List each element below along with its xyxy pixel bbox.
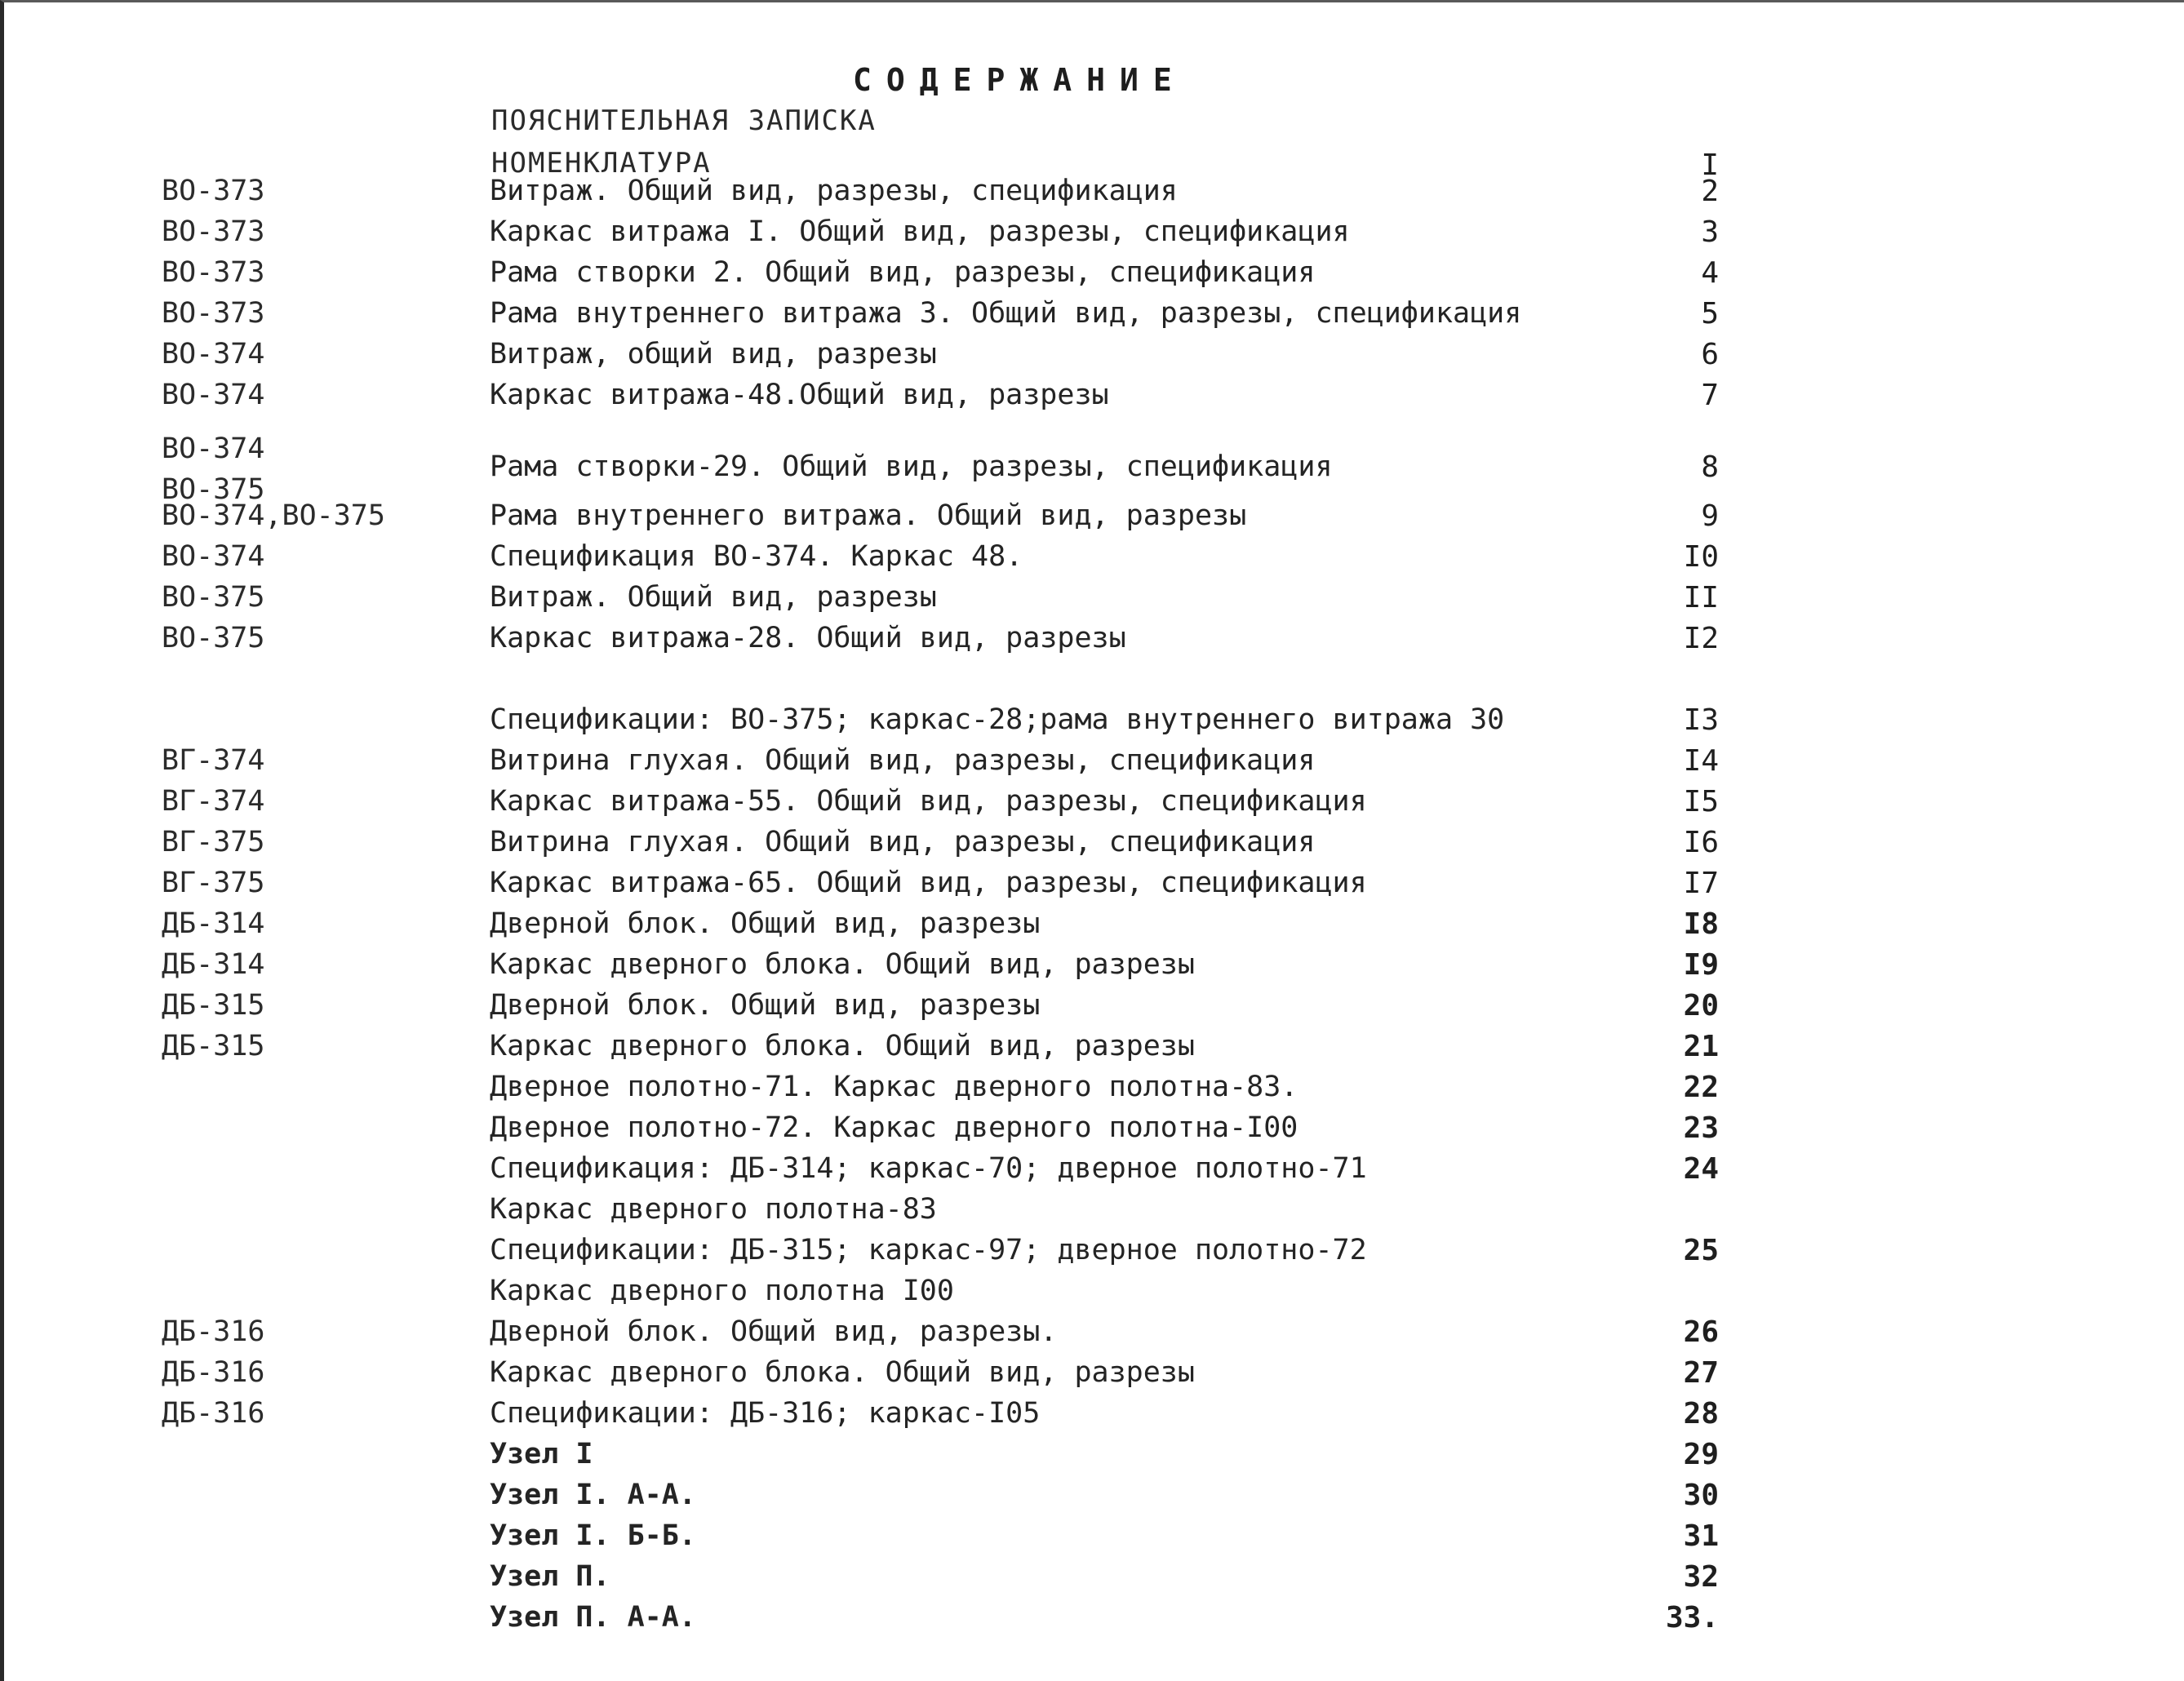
page-number: I6 bbox=[1683, 826, 1719, 859]
toc-row bbox=[0, 1315, 2184, 1356]
sheet-code: ДБ-316 bbox=[162, 1397, 265, 1430]
page-number: I9 bbox=[1683, 948, 1719, 982]
toc-row bbox=[0, 867, 2184, 907]
toc-row bbox=[0, 989, 2184, 1030]
toc-row bbox=[0, 1030, 2184, 1071]
sheet-code: ДБ-316 bbox=[162, 1356, 265, 1389]
entry-description: Спецификации: ДБ-315; каркас-97; дверное полотно-72 bbox=[490, 1234, 1367, 1266]
entry-description: Витрина глухая. Общий вид, разрезы, спецификация bbox=[490, 744, 1316, 777]
toc-row bbox=[0, 622, 2184, 663]
sheet-code: ВО-375 bbox=[162, 581, 265, 614]
page-number: 3 bbox=[1701, 215, 1719, 249]
entry-description: Узел I. А-А. bbox=[490, 1479, 696, 1511]
page-number: 27 bbox=[1683, 1356, 1719, 1390]
toc-row bbox=[0, 581, 2184, 622]
entry-description: Дверной блок. Общий вид, разрезы bbox=[490, 989, 1041, 1022]
page-number: 5 bbox=[1701, 297, 1719, 330]
entry-description: Витраж. Общий вид, разрезы bbox=[490, 581, 937, 614]
page-number: 24 bbox=[1683, 1152, 1719, 1186]
page-number: I bbox=[1701, 149, 1719, 182]
entry-description: Спецификации: ВО-375; каркас-28;рама внутреннего витража 30 bbox=[490, 703, 1505, 736]
sheet-code: ВО-373 bbox=[162, 175, 265, 207]
entry-description: Каркас витража-65. Общий вид, разрезы, спецификация bbox=[490, 867, 1367, 899]
sheet-code: ДБ-314 bbox=[162, 948, 265, 981]
entry-description: Каркас витража-48.Общий вид, разрезы bbox=[490, 379, 1109, 411]
page-number: 22 bbox=[1683, 1071, 1719, 1104]
page-number: 7 bbox=[1701, 379, 1719, 412]
entry-description: Спецификация ВО-374. Каркас 48. bbox=[490, 540, 1023, 573]
toc-row bbox=[0, 1111, 2184, 1152]
toc-row bbox=[0, 744, 2184, 785]
page-number: 26 bbox=[1683, 1315, 1719, 1349]
sheet-code: ВО-375 bbox=[162, 622, 265, 654]
page-number: 9 bbox=[1701, 499, 1719, 533]
toc-row bbox=[0, 175, 2184, 215]
entry-description: Узел П. bbox=[490, 1560, 610, 1593]
toc-row bbox=[0, 703, 2184, 744]
toc-row bbox=[0, 256, 2184, 297]
entry-description: Каркас дверного блока. Общий вид, разрезы bbox=[490, 948, 1195, 981]
entry-description: Дверное полотно-71. Каркас дверного полотна-83. bbox=[490, 1071, 1298, 1103]
entry-description: Витраж, общий вид, разрезы bbox=[490, 338, 937, 370]
entry-description: Рама створки-29. Общий вид, разрезы, спецификация bbox=[490, 450, 1333, 483]
entry-description-continued: Каркас дверного полотна-83 bbox=[490, 1193, 937, 1226]
toc-row bbox=[0, 1397, 2184, 1438]
toc-row bbox=[0, 826, 2184, 867]
sheet-code: ВГ-375 bbox=[162, 826, 265, 858]
sheet-code: ДБ-314 bbox=[162, 907, 265, 940]
sheet-code: ВГ-375 bbox=[162, 867, 265, 899]
toc-row bbox=[0, 540, 2184, 581]
entry-description: Рама створки 2. Общий вид, разрезы, спецификация bbox=[490, 256, 1316, 289]
toc-row bbox=[0, 379, 2184, 419]
page-number: 23 bbox=[1683, 1111, 1719, 1145]
page-number: 6 bbox=[1701, 338, 1719, 371]
page-number: 4 bbox=[1701, 256, 1719, 290]
toc-row bbox=[0, 1152, 2184, 1226]
entry-description: Узел П. А-А. bbox=[490, 1601, 696, 1634]
page-number: I2 bbox=[1683, 622, 1719, 655]
sheet-code: ВО-374 bbox=[162, 338, 265, 370]
entry-description: Спецификации: ДБ-316; каркас-I05 bbox=[490, 1397, 1041, 1430]
page-number: 30 bbox=[1683, 1479, 1719, 1512]
entry-description: Каркас витража-28. Общий вид, разрезы bbox=[490, 622, 1126, 654]
page-number: I0 bbox=[1683, 540, 1719, 574]
entry-description: Витраж. Общий вид, разрезы, спецификация bbox=[490, 175, 1178, 207]
sheet-code: ВО-374,ВО-375 bbox=[162, 499, 385, 532]
page-number: 21 bbox=[1683, 1030, 1719, 1063]
preamble-nomenclature: НОМЕНКЛАТУРА bbox=[491, 147, 712, 180]
sheet-code: ВО-374 bbox=[162, 432, 265, 465]
page-number: I8 bbox=[1683, 907, 1719, 941]
page-number: 2 bbox=[1701, 175, 1719, 208]
page-number: 28 bbox=[1683, 1397, 1719, 1430]
page-number: 33. bbox=[1665, 1601, 1719, 1634]
page-number: I3 bbox=[1683, 703, 1719, 737]
preamble-explanatory-note: ПОЯСНИТЕЛЬНАЯ ЗАПИСКА bbox=[491, 104, 877, 137]
sheet-code: ДБ-316 bbox=[162, 1315, 265, 1348]
entry-description-continued: Каркас дверного полотна I00 bbox=[490, 1275, 954, 1307]
toc-row bbox=[0, 1071, 2184, 1111]
sheet-code: ВО-373 bbox=[162, 297, 265, 330]
page-number: 31 bbox=[1683, 1519, 1719, 1553]
entry-description: Каркас витража-55. Общий вид, разрезы, спецификация bbox=[490, 785, 1367, 818]
toc-row bbox=[0, 1438, 2184, 1479]
entry-description: Каркас витража I. Общий вид, разрезы, спецификация bbox=[490, 215, 1350, 248]
entry-description: Рама внутреннего витража. Общий вид, разрезы bbox=[490, 499, 1247, 532]
entry-description: Дверной блок. Общий вид, разрезы bbox=[490, 907, 1041, 940]
entry-description: Рама внутреннего витража 3. Общий вид, разрезы, спецификация bbox=[490, 297, 1522, 330]
entry-description: Каркас дверного блока. Общий вид, разрезы bbox=[490, 1030, 1195, 1062]
sheet-code: ВО-373 bbox=[162, 256, 265, 289]
toc-row bbox=[0, 432, 2184, 506]
entry-description: Узел I bbox=[490, 1438, 593, 1470]
page-number: I7 bbox=[1683, 867, 1719, 900]
entry-description: Каркас дверного блока. Общий вид, разрезы bbox=[490, 1356, 1195, 1389]
toc-row bbox=[0, 948, 2184, 989]
toc-row bbox=[0, 499, 2184, 540]
page-number: 29 bbox=[1683, 1438, 1719, 1471]
page-number: 20 bbox=[1683, 989, 1719, 1022]
sheet-code: ВО-374 bbox=[162, 379, 265, 411]
toc-row bbox=[0, 1601, 2184, 1642]
toc-row bbox=[0, 785, 2184, 826]
entry-description: Дверное полотно-72. Каркас дверного полотна-I00 bbox=[490, 1111, 1298, 1144]
page-number: 25 bbox=[1683, 1234, 1719, 1267]
sheet-code: ВГ-374 bbox=[162, 785, 265, 818]
page-number: 8 bbox=[1701, 450, 1719, 484]
sheet-code: ВГ-374 bbox=[162, 744, 265, 777]
sheet-code: ВО-373 bbox=[162, 215, 265, 248]
toc-row bbox=[0, 907, 2184, 948]
toc-row bbox=[0, 1356, 2184, 1397]
page-number: 32 bbox=[1683, 1560, 1719, 1594]
entry-description: Спецификация: ДБ-314; каркас-70; дверное полотно-71 bbox=[490, 1152, 1367, 1185]
toc-row bbox=[0, 1234, 2184, 1307]
sheet-code-secondary: ВО-375 bbox=[162, 473, 265, 506]
sheet-code: ДБ-315 bbox=[162, 989, 265, 1022]
toc-row bbox=[0, 215, 2184, 256]
entry-description: Дверной блок. Общий вид, разрезы. bbox=[490, 1315, 1058, 1348]
page-number: I4 bbox=[1683, 744, 1719, 778]
toc-row bbox=[0, 1519, 2184, 1560]
page-title: СОДЕРЖАНИЕ bbox=[853, 62, 1187, 98]
page-number: I5 bbox=[1683, 785, 1719, 818]
toc-row bbox=[0, 338, 2184, 379]
entry-description: Витрина глухая. Общий вид, разрезы, спецификация bbox=[490, 826, 1316, 858]
page-number: II bbox=[1683, 581, 1719, 614]
entry-description: Узел I. Б-Б. bbox=[490, 1519, 696, 1552]
sheet-code: ВО-374 bbox=[162, 540, 265, 573]
toc-row bbox=[0, 1479, 2184, 1519]
sheet-code: ДБ-315 bbox=[162, 1030, 265, 1062]
toc-row bbox=[0, 1560, 2184, 1601]
toc-row bbox=[0, 297, 2184, 338]
